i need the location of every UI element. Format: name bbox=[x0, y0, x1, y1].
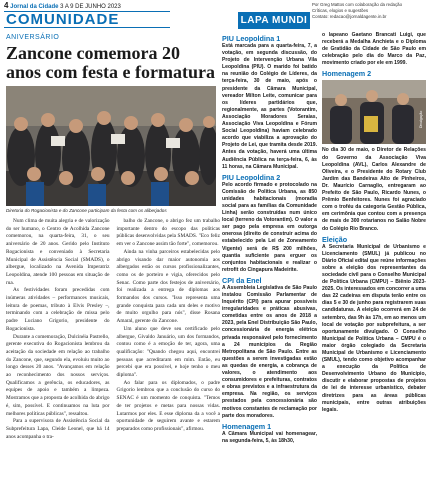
column-credits bbox=[312, 2, 426, 20]
article-paragraph: Durante a comemoração, Dulcinéia Pastrello, gerente executiva do Rogacionista lembrou da aceitação da sociedade em relação ao trabalho do Zancone, que, segundo ela, evoluiu muito ao longo desses 20 anos. "Avançamos em relação ao reconhecimento dos nossos serviços. Qualificamos a gerência, os educadores, as equipes de apoio e também a limpeza. Mostramos que a proposta de acolhida do abrigo é, sim, possível. E continuamos na luta por melhores políticas públicas", ressaltou. bbox=[6, 333, 110, 417]
note-text: No dia 30 de maio, o Diretor de Relações do Governo da Associação Viva Leopoldina (AVL), Carlos Alexandre de Oliveira, e o Presidente do Rotary Club Jardim das Bandeiras Alto de Pinheiros, Dr. Maurício Carnaglio, entregaram ao Prefeito de São Paulo, Ricardo Nunes, o Prêmio Benfeitores. Nunes foi agraciado com o troféu da categoria Gestão Pública, em cerimônia que contou com a presença de mais de 300 rotarianos no Salão Nobre do Colégio Rio Branco. bbox=[322, 147, 426, 232]
article-paragraph: As festividades foram precedidas com inúmeras atividades – performances musicais, leitura de poemas, tributo à Elvis Presley –, terminando com a celebração de missa pelo padre Luciano Grigorio, presidente do Rogacionista. bbox=[6, 287, 110, 332]
article-paragraph: balho do Zancone, o abrigo fez um trabalho importante dentro do escopo das políticas públicas desenvolvidas pela SMADS. "Eco feliz em ver o Zancone assim tão forte", comemorou. bbox=[116, 218, 220, 248]
note-text: o lapeano Gaetano Brancati Luigi, que receberá a Medalha Anchieta e o Diploma de Gratidão da Cidade de São Paulo em celebração pelo dia do Marco da Paz, movimento criado por ele em 1999. bbox=[322, 32, 426, 67]
article-headline: Zancone comemora 20 anos com festa e formatura bbox=[6, 43, 215, 82]
article-paragraph: Ao falar para os diplomados, o padre Grigorio lembrou que a conclusão do curso do SENAC é um momento de conquista. "Temos de ter projetos e metas para nossas vidas. Lutarmos por eles. E esse diploma da a você a oportunidade de seguirem avante e estarem preparados como profissionais", afirmou. bbox=[116, 379, 220, 432]
page-header bbox=[4, 2, 164, 10]
credit-line: Críticas, elogios e sugestões bbox=[312, 8, 369, 13]
note-title: Eleição bbox=[322, 234, 348, 244]
article-paragraph: Num clima de muita alegria e de valorização do ser humano, o Centro de Acolhida Zancone comemorou, na quarta-feira, 31, o seu aniversário de 20 anos. Gerido pelo Instituto Rogacionista e conveniado à Secretaria Municipal de Assistência Social (SMADS), o albergue, localizado na Avenida Imperatriz Leopoldina, atende 100 pessoas em situação de rua. bbox=[6, 218, 110, 286]
credit-line: Contato: redacao@jornaldagente.in.br bbox=[312, 14, 387, 19]
note-title: Homenagem 1 bbox=[222, 421, 272, 431]
photo-caption: Diretoria do Rogacionista e do Zancone participam da festa com os aliberjados bbox=[6, 208, 167, 213]
notes-column-right bbox=[322, 32, 426, 478]
article-paragraph: Um aluno que deve seu certificado pelo albergue, Givaldo Januário, um dos formandos, contou como é a emoção de ter, agora, uma qualificação: "Quando chegou aqui, encontrei pessoas que acreditaram em mim. Então, eu percebi que era possível, e hoje tenho o meu diploma". bbox=[116, 325, 220, 379]
newspaper-name bbox=[10, 4, 58, 10]
newspaper-name-right: Cidade bbox=[38, 4, 59, 10]
photo-credit: Divulgação bbox=[419, 111, 423, 129]
page-number: 4 bbox=[4, 1, 9, 10]
newspaper-name-left: Jornal da bbox=[10, 4, 39, 10]
note-text: A Câmara Municipal vai homenagear, na segunda-feira, 5, às 18h30, bbox=[222, 430, 317, 444]
article-paragraph: Para a supervisora de Assistência Social da Subprefeitura Lapa, Cleide Leonel, que há 14 anos acompanha o tra- bbox=[6, 418, 110, 440]
note-title: Homenagem 2 bbox=[322, 69, 372, 79]
column-banner: LAPA MUNDI bbox=[238, 12, 310, 29]
credit-line: Por Greg Mattos com colaboração da redação bbox=[312, 2, 403, 7]
note-title: PIU Leopoldina 2 bbox=[222, 172, 281, 182]
notes-column-middle bbox=[222, 32, 317, 478]
note-text: Pelo acordo firmado e protocolado na Comissão de Política Urbana, as 850 unidades habitacionais (moradia social para as famílias da Comunidade Linha) serão construídas num único local (terreno da Votorantim). O valor a ser pago pela empresa em outorga onerosa (direito de construir acima do estabelecido pela Lei de Zoneamento Vigente) será de R$ 200 milhões, quantia suficiente para erguer os conjuntos habitacionais e realizar o retrofit do Cingapura Madeirite. bbox=[222, 181, 317, 273]
note-text: A Secretaria Municipal de Urbanismo e Licenciamento (SMUL) já publicou no Diário Oficial edital que reúne informações sobre a eleição dos representantes da sociedade civil para o Conselho Municipal de Política Urbana (CMPU) – Biênio 2023-2025. Os interessados em concorrer a uma das 22 cadeiras em disputa terão entre os dias 5 e 30 de junho para registrarem suas candidaturas. A eleição ocorrerá em 24 de setembro, das 9h às 17h, em ao menos um local de votação por subprefeitura, a ser oportunamente divulgado. O Conselho Municipal de Política Urbana – CMPU é o maior órgão colegiado da Secretaria Municipal de Urbanismo e Licenciamento (SMUL), tendo como objetivo acompanhar a execução da Política de Desenvolvimento Urbano do Município, discutir e elaborar propostas de projetos de lei de interesse urbanístico, debater diretrizes para as áreas públicas municipais, entre outras atribuições legais. bbox=[322, 243, 426, 413]
article-paragraph: Ainda na vinha parceiros estabelecidas pelo abrigo visando dar maior autonomia aos albergados estão os cursos profissionalizantes, como os de porteiro e vigia, oferecidos pelo Senac. Como parte dos festejos de aniversário, foi realizada a entrega de diplomas aos formandos dos cursos. "Isso representa uma grande conquista para cada um deles e motivo de muito orgulho para nós", disse Rosana Amaral, gerente do Zancone. bbox=[116, 248, 220, 325]
issue-date: 3 A 9 DE JUNHO 2023 bbox=[60, 4, 121, 10]
article-kicker: ANIVERSÁRIO bbox=[6, 34, 60, 41]
note-title: CPI da Enel bbox=[222, 275, 262, 285]
section-title: COMUNIDADE bbox=[4, 11, 170, 28]
note-text: A Assembleia Legislativa de São Paulo instalou Comissão Parlamentar de Inquérito (CPI) para apurar possíveis irregularidades e práticas abusivas, cometidas entre os anos de 2018 a 2023, pela Enel Distribuição São Paulo, concessionária de energia elétrica privada responsável pelo fornecimento a 24 municípios da Região Metropolitana de São Paulo. Entre as questões a serem investigadas estão as quedas de energia, a cobrança de valores, o atendimento aos consumidores e prefeituras, contratos e obras previstos e a infraestrutura da empresa. Na região, os serviços prestados pela concessionária são motivos constantes de reclamação por parte dos moradores. bbox=[222, 284, 317, 419]
article-body bbox=[6, 218, 220, 476]
homenagem-photo bbox=[322, 80, 426, 144]
note-text: Está marcada para a quarta-feira, 7, a votação, em segunda discussão, do Projeto de Intervenção Urbana Vila Leopoldina (PIU). O marido foi batido na reunião do Colégio de Líderes, da terça-feira, 30 de maio, após o presidente da Câmara Municipal, vereador Milton Leite, comunicar para os líderes partidários que, regionalmente, as partes (Votorantim, Associação Moradores Seraias, Associação Viva Leopoldina e Fórum Social Leopoldina) haviam celebrado acordo que viabiliza a aprovação do Projeto de Lei, que tramita desde 2019. Antes da votação, haverá uma última Audiência Pública na terça-feira, 6, às 11 horas, na Câmara Municipal. bbox=[222, 43, 317, 170]
article-photo bbox=[6, 86, 216, 206]
note-title: PIU Leopoldina 1 bbox=[222, 34, 281, 43]
